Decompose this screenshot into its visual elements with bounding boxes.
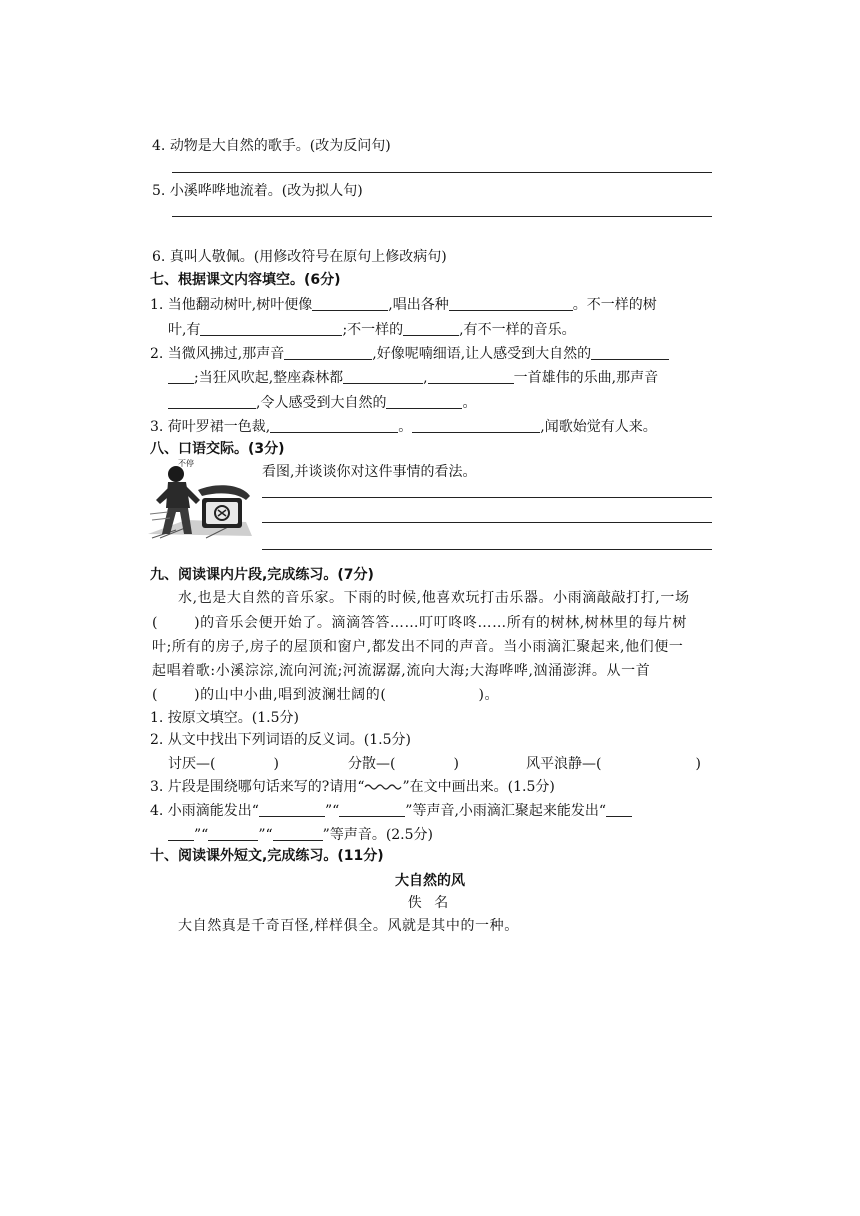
- section-9-title: 九、阅读课内片段,完成练习。(7分): [150, 567, 374, 583]
- blank[interactable]: [386, 394, 462, 409]
- text: 一首雄伟的乐曲,那声音: [513, 370, 659, 386]
- text: )。: [478, 687, 500, 703]
- text: ): [273, 756, 279, 772]
- blank[interactable]: [273, 826, 323, 841]
- fill-line-2: [150, 345, 669, 363]
- question-text: 动物是大自然的歌手。(改为反问句): [169, 138, 391, 154]
- text: ;当狂风吹起,整座森林都: [194, 370, 344, 386]
- text: )的音乐会便开始了。滴滴答答……叮叮咚咚……所有的树林,树林里的每片树: [194, 615, 687, 631]
- wavy-line-icon: [364, 782, 402, 792]
- blank[interactable]: [591, 345, 669, 360]
- answer-line[interactable]: [262, 549, 712, 550]
- question-4: [152, 137, 391, 155]
- blank[interactable]: [339, 802, 405, 817]
- fill-line-2c: [168, 394, 476, 412]
- text: )的山中小曲,唱到波澜壮阔的(: [194, 687, 387, 703]
- text: 。不一样的树: [572, 297, 657, 313]
- fill-line-3: [150, 418, 657, 436]
- blank[interactable]: [412, 418, 540, 433]
- article-first-line: 大自然真是千奇百怪,样样俱全。风就是其中的一种。: [178, 918, 519, 934]
- illustration-caption: 不停: [178, 459, 194, 468]
- text: ,好像呢喃细语,让人感受到大自然的: [372, 346, 592, 362]
- text: ,有不一样的音乐。: [459, 322, 576, 338]
- text: 2. 当微风拂过,那声音: [150, 346, 285, 362]
- text: (: [152, 687, 159, 703]
- antonym-2: [348, 755, 459, 773]
- question-6: [152, 248, 447, 266]
- question-9-2: 2. 从文中找出下列词语的反义词。(1.5分): [150, 732, 411, 748]
- text: 讨厌—(: [168, 756, 216, 772]
- passage-line: 起唱着歌:小溪淙淙,流向河流;河流潺潺,流向大海;大海哗哗,汹涌澎湃。从一首: [152, 663, 651, 679]
- article-title: 大自然的风: [395, 873, 465, 889]
- antonym-3: [526, 755, 701, 773]
- question-9-3: [150, 778, 555, 796]
- text: ”“: [258, 827, 273, 843]
- text: ): [453, 756, 459, 772]
- boy-with-trash-bin-illustration: [146, 460, 254, 540]
- section-8-prompt: 看图,并谈谈你对这件事情的看法。: [262, 464, 477, 480]
- text: 叶,有: [168, 322, 201, 338]
- text: (: [152, 615, 159, 631]
- article-author: 佚 名: [407, 895, 453, 911]
- answer-line[interactable]: [172, 172, 712, 173]
- question-number: 5.: [152, 183, 166, 199]
- blank[interactable]: [168, 826, 194, 841]
- question-9-4b: [168, 826, 433, 844]
- blank[interactable]: [312, 296, 388, 311]
- antonym-1: [168, 755, 279, 773]
- passage-line: [152, 686, 499, 704]
- section-10-title: 十、阅读课外短文,完成练习。(11分): [150, 848, 384, 864]
- text: ”“: [194, 827, 209, 843]
- blank[interactable]: [403, 321, 459, 336]
- text: ”等声音,小雨滴汇聚起来能发出“: [405, 803, 607, 819]
- blank[interactable]: [428, 369, 514, 384]
- blank[interactable]: [270, 418, 398, 433]
- text: ”等声音。(2.5分): [322, 827, 434, 843]
- text: ,令人感受到大自然的: [256, 395, 387, 411]
- text: 3. 片段是围绕哪句话来写的?请用“: [150, 779, 365, 795]
- blank[interactable]: [259, 802, 325, 817]
- text: ): [695, 756, 701, 772]
- question-5: [152, 182, 363, 200]
- text: ”在文中画出来。(1.5分): [402, 779, 555, 795]
- answer-line[interactable]: [172, 216, 712, 217]
- question-9-4: [150, 802, 632, 820]
- passage-line: 水,也是大自然的音乐家。下雨的时候,他喜欢玩打击乐器。小雨滴敲敲打打,一场: [178, 590, 690, 606]
- text: ,唱出各种: [388, 297, 449, 313]
- blank[interactable]: [208, 826, 258, 841]
- section-7-title: 七、根据课文内容填空。(6分): [150, 272, 341, 288]
- text: 1. 当他翻动树叶,树叶便像: [150, 297, 313, 313]
- question-text: 真叫人敬佩。(用修改符号在原句上修改病句): [169, 249, 447, 265]
- answer-line[interactable]: [262, 522, 712, 523]
- blank[interactable]: [606, 802, 632, 817]
- text: ”“: [324, 803, 340, 819]
- fill-line-1b: [168, 321, 576, 339]
- text: ;不一样的: [342, 322, 404, 338]
- section-8-title: 八、口语交际。(3分): [150, 441, 285, 457]
- blank[interactable]: [168, 369, 194, 384]
- blank[interactable]: [200, 321, 342, 336]
- fill-line-2b: [168, 369, 658, 387]
- text: 4. 小雨滴能发出“: [150, 803, 259, 819]
- answer-line[interactable]: [262, 497, 712, 498]
- question-9-1: 1. 按原文填空。(1.5分): [150, 710, 299, 726]
- passage-line: [152, 614, 687, 632]
- fill-line-1: [150, 296, 657, 314]
- text: 3. 荷叶罗裙一色裁,: [150, 419, 271, 435]
- question-number: 4.: [152, 138, 166, 154]
- blank[interactable]: [284, 345, 372, 360]
- text: 分散—(: [348, 756, 396, 772]
- blank[interactable]: [449, 296, 573, 311]
- text: ,闻歌始觉有人来。: [540, 419, 657, 435]
- text: ,: [423, 370, 428, 386]
- blank[interactable]: [168, 394, 256, 409]
- passage-line: 叶;所有的房子,房子的屋顶和窗户,都发出不同的声音。当小雨滴汇聚起来,他们便一: [152, 639, 684, 655]
- text: 。: [398, 419, 413, 435]
- text: 风平浪静—(: [526, 756, 602, 772]
- question-number: 6.: [152, 249, 166, 265]
- blank[interactable]: [343, 369, 423, 384]
- question-text: 小溪哗哗地流着。(改为拟人句): [169, 183, 363, 199]
- text: 。: [462, 395, 477, 411]
